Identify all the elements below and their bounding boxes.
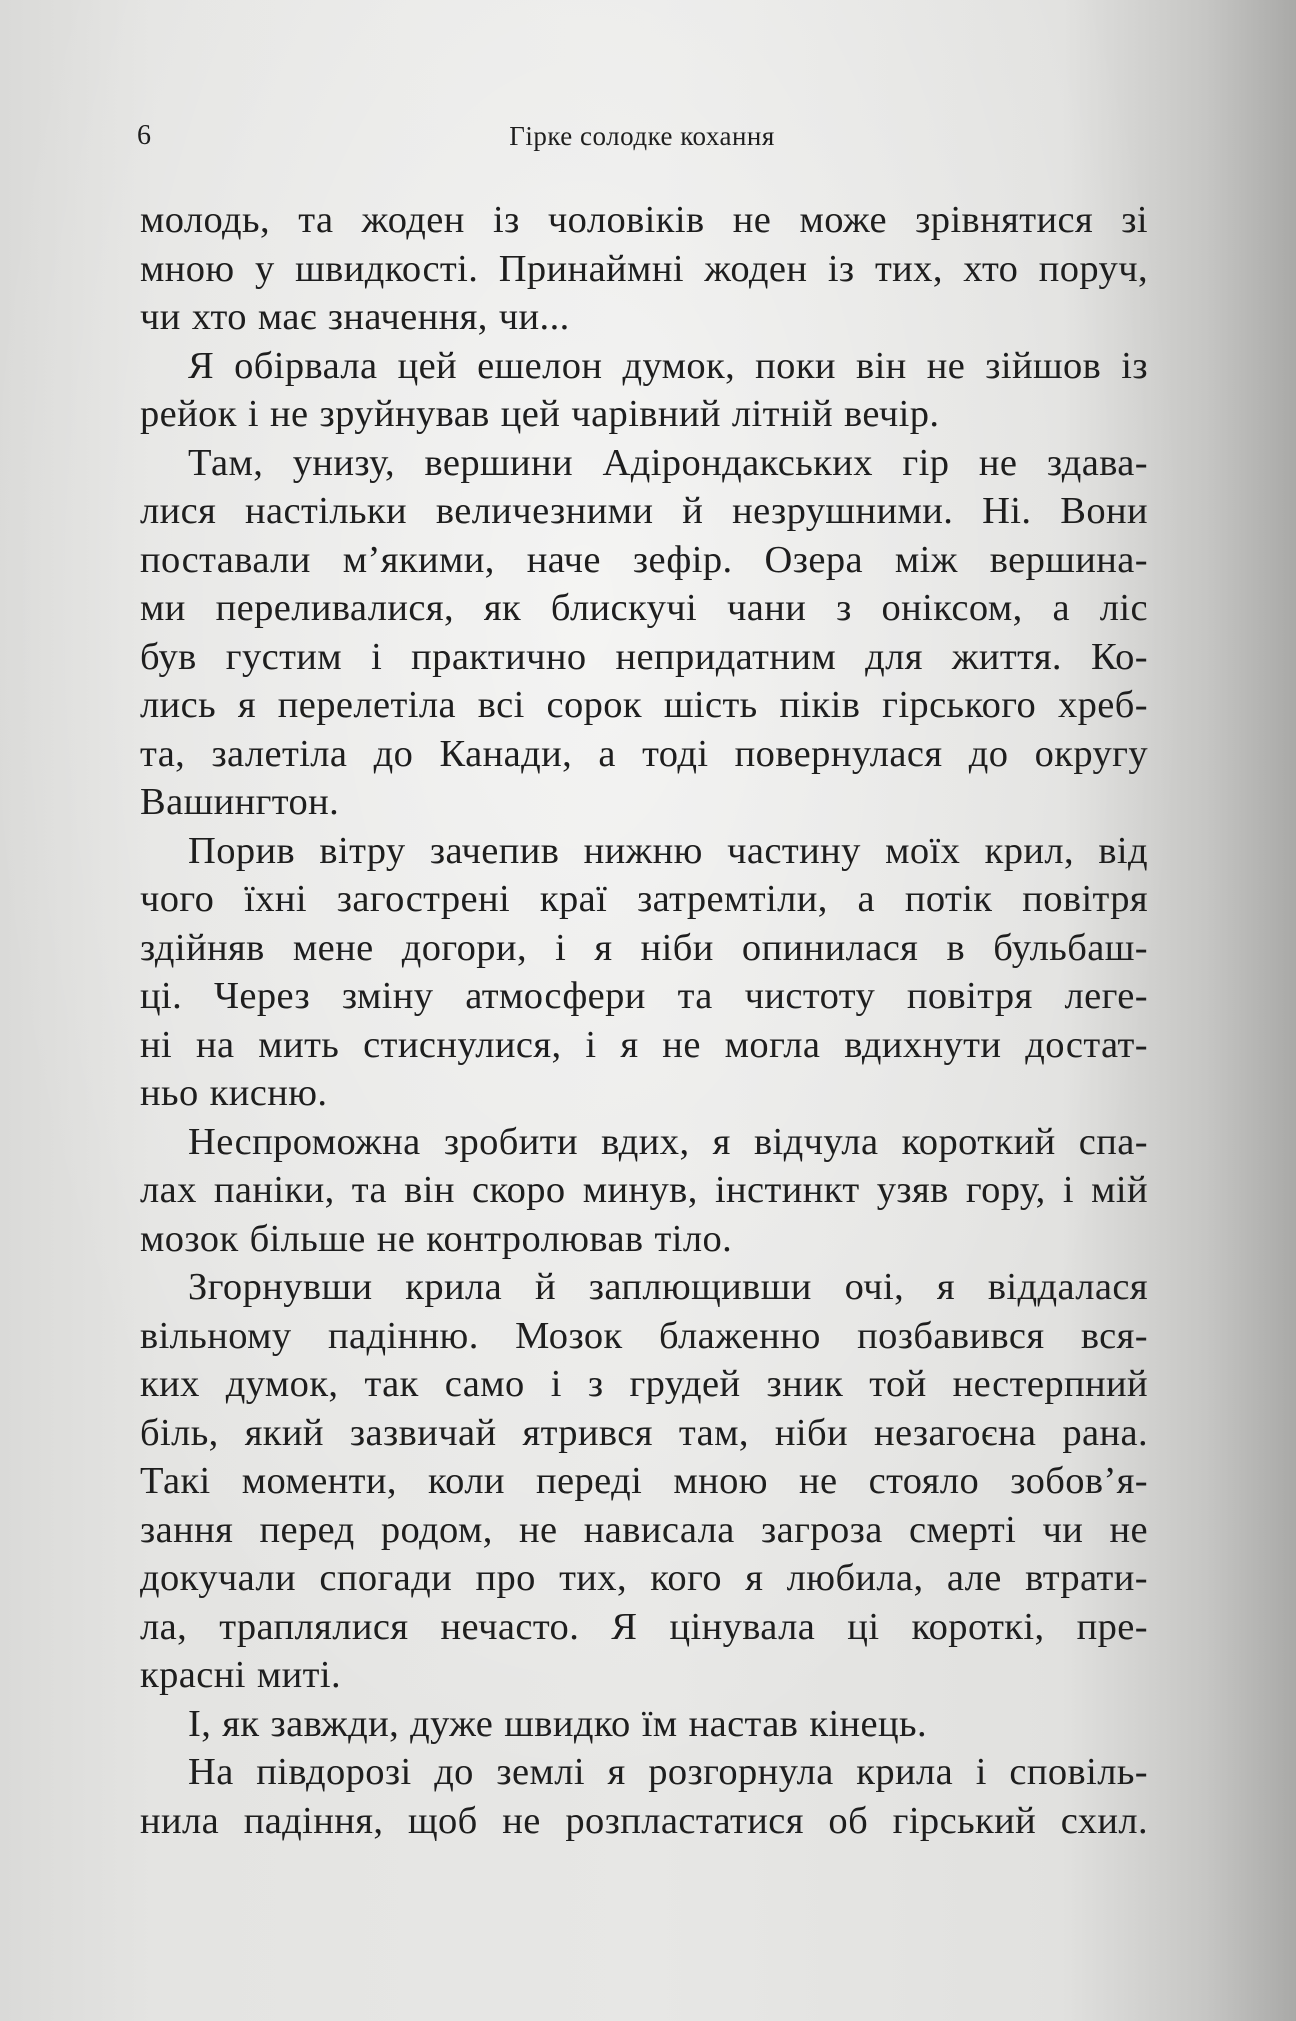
page-number: 6 xyxy=(137,120,151,151)
text-line: Неспроможна зробити вдих, я відчула короткий спа- xyxy=(188,1120,1148,1163)
text-line: здійняв мене догори, і я ніби опинилася в бульбаш- xyxy=(140,926,1148,969)
text-line: та, залетіла до Канади, а тоді повернулася до округу xyxy=(140,732,1148,775)
text-line: чи хто має значення, чи... xyxy=(140,296,570,338)
text-line: рейок і не зруйнував цей чарівний літній вечір. xyxy=(140,393,940,435)
text-line: біль, який зазвичай ятрився там, ніби незагоєна рана. xyxy=(140,1411,1148,1454)
text-line: ла, траплялися нечасто. Я цінувала ці короткі, пре- xyxy=(140,1605,1148,1648)
book-title: Гірке солодке кохання xyxy=(509,121,775,151)
paragraph xyxy=(140,1263,1148,1700)
paragraph xyxy=(140,1700,1148,1749)
text-line: зання перед родом, не нависала загроза смерті чи не xyxy=(140,1508,1148,1551)
text-line: ці. Через зміну атмосфери та чистоту повітря леге- xyxy=(140,975,1148,1017)
text-line: ньо кисню. xyxy=(140,1072,328,1114)
text-line: Там, унизу, вершини Адірондакських гір не здава- xyxy=(188,441,1148,484)
text-line: нила падіння, щоб не розпластатися об гірський схил. xyxy=(140,1799,1148,1842)
text-line: був густим і практично непридатним для життя. Ко- xyxy=(140,635,1148,678)
text-line: поставали м’якими, наче зефір. Озера між вершина- xyxy=(140,538,1148,581)
text-line: докучали спогади про тих, кого я любила, але втрати- xyxy=(140,1557,1148,1599)
text-line: мною у швидкості. Принаймні жоден із тих, хто поруч, xyxy=(140,247,1148,290)
text-line: Порив вітру зачепив нижню частину моїх крил, від xyxy=(188,829,1148,872)
paragraph xyxy=(140,439,1148,827)
text-line: На півдорозі до землі я розгорнула крила і сповіль- xyxy=(188,1751,1148,1793)
text-line: чого їхні загострені краї затремтіли, а потік повітря xyxy=(140,878,1148,920)
text-line: ких думок, так само і з грудей зник той нестерпний xyxy=(140,1363,1148,1405)
text-line: Згорнувши крила й заплющивши очі, я віддалася xyxy=(188,1266,1148,1308)
text-line: Такі моменти, коли переді мною не стояло зобов’я- xyxy=(140,1460,1148,1502)
running-header xyxy=(137,116,1147,156)
paragraph xyxy=(140,1748,1148,1845)
paragraph xyxy=(140,342,1148,439)
text-line: вільному падінню. Мозок блаженно позбавився вся- xyxy=(140,1314,1148,1357)
text-line: красні миті. xyxy=(140,1654,341,1696)
paragraph xyxy=(140,196,1148,342)
text-line: Вашингтон. xyxy=(140,781,340,823)
text-line: мозок більше не контролював тіло. xyxy=(140,1217,733,1260)
text-line: лися настільки величезними й незрушними. Ні. Вони xyxy=(140,490,1148,532)
text-line: ми переливалися, як блискучі чани з оніксом, а ліс xyxy=(140,587,1148,629)
paragraph xyxy=(140,827,1148,1118)
text-line: І, як завжди, дуже швидко їм настав кінець. xyxy=(188,1702,928,1745)
text-line: Я обірвала цей ешелон думок, поки він не зійшов із xyxy=(188,344,1148,387)
paragraph xyxy=(140,1118,1148,1264)
text-line: ні на мить стиснулися, і я не могла вдихнути достат- xyxy=(140,1023,1148,1066)
body-text xyxy=(140,196,1148,1845)
text-line: лах паніки, та він скоро минув, інстинкт узяв гору, і мій xyxy=(140,1169,1148,1211)
text-line: молодь, та жоден із чоловіків не може зрівнятися зі xyxy=(140,199,1148,241)
text-line: лись я перелетіла всі сорок шість піків гірського хреб- xyxy=(140,684,1148,726)
